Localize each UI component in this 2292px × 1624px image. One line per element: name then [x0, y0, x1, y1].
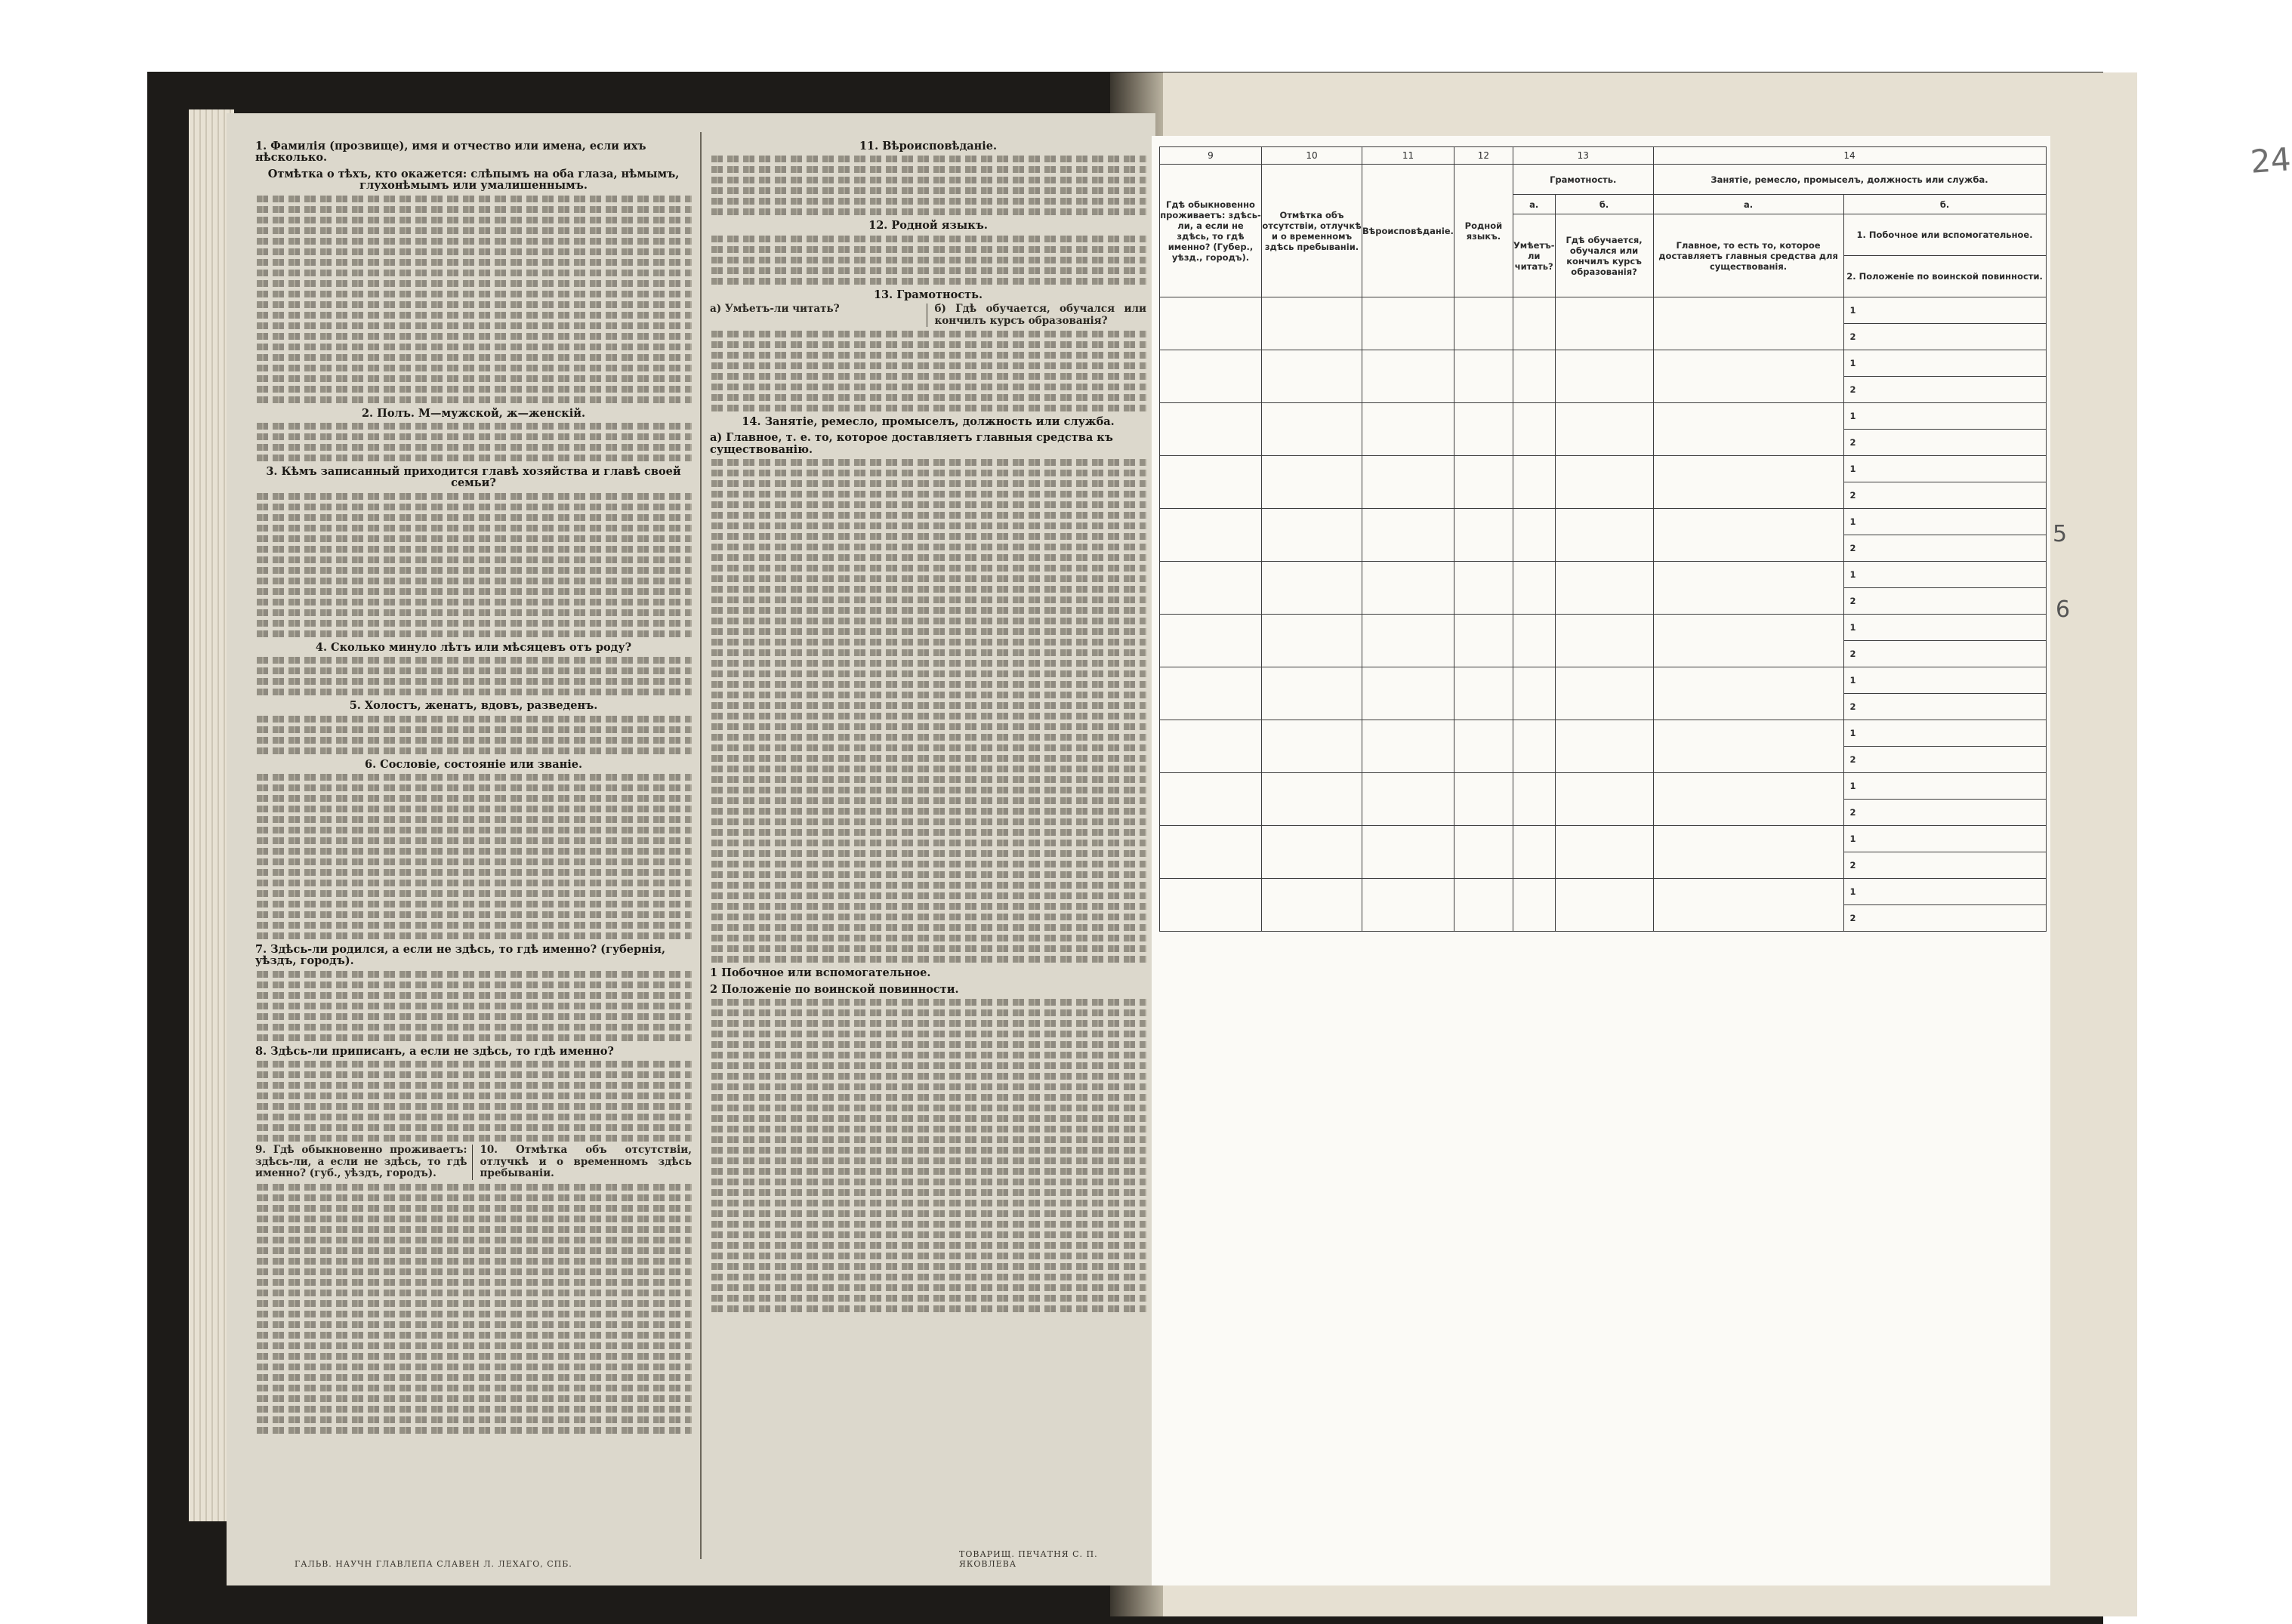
cell-language[interactable]	[1454, 879, 1513, 932]
header-literacy-a-letter: а.	[1513, 195, 1555, 214]
cell-absence[interactable]	[1262, 456, 1362, 509]
cell-absence[interactable]	[1262, 350, 1362, 403]
question-13b: б) Гдѣ обучается, обучался или кончилъ курсъ образованія?	[934, 303, 1146, 327]
instructions-page	[227, 113, 1155, 1585]
question-10: 10. Отмѣтка объ отсутствіи, отлучкѣ и о временномъ здѣсь пребываніи.	[480, 1144, 692, 1180]
instructions-column-right	[710, 136, 1146, 1555]
header-secondary-occupation: 1. Побочное или вспомогательное.	[1844, 214, 2046, 256]
row-label-1: 1	[1843, 879, 2046, 905]
cell-absence[interactable]	[1262, 297, 1362, 350]
table-row	[1160, 773, 2047, 800]
body-text-block	[255, 493, 692, 637]
cell-education[interactable]	[1555, 667, 1653, 720]
cell-main-occupation[interactable]	[1653, 615, 1843, 667]
row-label-2: 2	[1843, 324, 2046, 350]
section-heading: 13. Грамотность.	[873, 288, 983, 301]
question-pair-9-10	[255, 1145, 692, 1179]
cell-can-read[interactable]	[1513, 456, 1555, 509]
cell-main-occupation[interactable]	[1653, 562, 1843, 615]
row-label-2: 2	[1843, 482, 2046, 509]
cell-can-read[interactable]	[1513, 667, 1555, 720]
cell-absence[interactable]	[1262, 615, 1362, 667]
instructions-column-left	[255, 136, 692, 1555]
cell-absence[interactable]	[1262, 773, 1362, 826]
cell-can-read[interactable]	[1513, 720, 1555, 773]
cell-residence[interactable]	[1160, 667, 1262, 720]
header-education: Гдѣ обучается, обучался или кончилъ курсъ образованія?	[1555, 214, 1653, 297]
header-religion: Вѣроисповѣданіе.	[1362, 165, 1454, 297]
row-label-1: 1	[1843, 456, 2046, 482]
body-text-block	[255, 423, 692, 461]
cell-education[interactable]	[1555, 509, 1653, 562]
cell-can-read[interactable]	[1513, 615, 1555, 667]
cell-absence[interactable]	[1262, 879, 1362, 932]
column-number-9: 9	[1160, 147, 1262, 165]
table-row	[1160, 350, 2047, 377]
header-occupation: Занятіе, ремесло, промыселъ, должность или служба.	[1653, 165, 2046, 195]
cell-residence[interactable]	[1160, 773, 1262, 826]
cell-main-occupation[interactable]	[1653, 826, 1843, 879]
section-heading: 6. Сословіе, состояніе или званіе.	[364, 757, 583, 771]
cell-religion[interactable]	[1362, 773, 1454, 826]
row-label-1: 1	[1843, 562, 2046, 588]
section-subheading: а) Главное, т. е. то, которое доставляетъ главныя средства къ существованію.	[710, 431, 1113, 456]
header-can-read: Умѣетъ-ли читать?	[1513, 214, 1555, 297]
row-label-2: 2	[1843, 747, 2046, 773]
row-label-2: 2	[1843, 588, 2046, 615]
table-row	[1160, 509, 2047, 535]
section-heading: 8. Здѣсь-ли приписанъ, а если не здѣсь, то гдѣ именно?	[255, 1044, 614, 1058]
body-text-block	[255, 971, 692, 1041]
header-military-status: 2. Положеніе по воинской повинности.	[1846, 271, 2043, 282]
cell-language[interactable]	[1454, 297, 1513, 350]
column-number-12: 12	[1454, 147, 1513, 165]
cell-absence[interactable]	[1262, 509, 1362, 562]
pencil-mark: 5	[2053, 521, 2068, 547]
cell-main-occupation[interactable]	[1653, 509, 1843, 562]
cell-education[interactable]	[1555, 773, 1653, 826]
header-native-language: Родной языкъ.	[1454, 165, 1513, 297]
header-residence: Гдѣ обыкновенно проживаетъ: здѣсь-ли, а если не здѣсь, то гдѣ именно? (Губер., уѣзд., городъ).	[1160, 165, 1262, 297]
cell-language[interactable]	[1454, 562, 1513, 615]
cell-can-read[interactable]	[1513, 879, 1555, 932]
question-9: 9. Гдѣ обыкновенно проживаетъ: здѣсь-ли, а если не здѣсь, то гдѣ именно? (губ., уѣздъ, городъ).	[255, 1145, 473, 1179]
cell-main-occupation[interactable]	[1653, 720, 1843, 773]
row-label-1: 1	[1843, 509, 2046, 535]
section-heading: 1. Фамилія (прозвище), имя и отчество или имена, если ихъ нѣсколько.	[255, 140, 646, 165]
cell-education[interactable]	[1555, 879, 1653, 932]
section-heading: 3. Кѣмъ записанный приходится главѣ хозяйства и главѣ своей семьи?	[266, 465, 681, 490]
cell-can-read[interactable]	[1513, 562, 1555, 615]
table-row	[1160, 615, 2047, 641]
table-row	[1160, 456, 2047, 482]
cell-absence[interactable]	[1262, 403, 1362, 456]
table-row	[1160, 297, 2047, 324]
cell-can-read[interactable]	[1513, 350, 1555, 403]
cell-residence[interactable]	[1160, 403, 1262, 456]
table-row	[1160, 667, 2047, 694]
cell-education[interactable]	[1555, 456, 1653, 509]
pencil-mark: 6	[2056, 596, 2071, 623]
column-number-13: 13	[1513, 147, 1653, 165]
table-row	[1160, 826, 2047, 852]
section-heading: 4. Сколько минуло лѣтъ или мѣсяцевъ отъ роду?	[315, 640, 632, 654]
cell-religion[interactable]	[1362, 720, 1454, 773]
body-text-block	[255, 196, 692, 403]
body-text-block	[255, 1061, 692, 1142]
section-subheading: 1 Побочное или вспомогательное.	[710, 966, 931, 980]
census-form-table	[1159, 146, 2047, 932]
section-heading: 11. Вѣроисповѣданіе.	[859, 140, 998, 153]
cell-religion[interactable]	[1362, 562, 1454, 615]
cell-religion[interactable]	[1362, 615, 1454, 667]
row-label-1: 1	[1843, 773, 2046, 800]
row-label-1: 1	[1843, 615, 2046, 641]
body-text-block	[255, 774, 692, 939]
cell-residence[interactable]	[1160, 562, 1262, 615]
cell-education[interactable]	[1555, 297, 1653, 350]
cell-residence[interactable]	[1160, 509, 1262, 562]
question-pair-13	[710, 304, 1146, 327]
cell-religion[interactable]	[1362, 826, 1454, 879]
section-heading: Отмѣтка о тѣхъ, кто окажется: слѣпымъ на оба глаза, нѣмымъ, глухонѣмымъ или умалишеннымъ.	[267, 167, 680, 193]
cell-language[interactable]	[1454, 826, 1513, 879]
column-divider	[700, 132, 702, 1559]
table-row	[1160, 403, 2047, 430]
header-occupation-b-letter: б.	[1843, 195, 2046, 214]
row-label-1: 1	[1843, 826, 2046, 852]
printer-imprint-center: ТОВАРИЩ. ПЕЧАТНЯ С. П. ЯКОВЛЕВА	[959, 1549, 1098, 1569]
cell-absence[interactable]	[1262, 562, 1362, 615]
cell-absence[interactable]	[1262, 720, 1362, 773]
printer-imprint-left: ГАЛЬВ. НАУЧН ГЛАВЛЕПА СЛАВЕН Л. ЛЕХАГО, СПБ.	[295, 1559, 572, 1569]
cell-language[interactable]	[1454, 667, 1513, 720]
question-13a: а) Умѣетъ-ли читать?	[710, 304, 927, 327]
row-label-2: 2	[1843, 800, 2046, 826]
cell-religion[interactable]	[1362, 667, 1454, 720]
cell-residence[interactable]	[1160, 615, 1262, 667]
cell-language[interactable]	[1454, 615, 1513, 667]
cell-main-occupation[interactable]	[1653, 350, 1843, 403]
cell-main-occupation[interactable]	[1653, 667, 1843, 720]
table-row	[1160, 879, 2047, 905]
cell-residence[interactable]	[1160, 297, 1262, 350]
cell-main-occupation[interactable]	[1653, 879, 1843, 932]
column-number-14: 14	[1653, 147, 2046, 165]
cell-language[interactable]	[1454, 720, 1513, 773]
cell-religion[interactable]	[1362, 403, 1454, 456]
cell-main-occupation[interactable]	[1653, 456, 1843, 509]
cell-religion[interactable]	[1362, 879, 1454, 932]
body-text-block	[255, 657, 692, 695]
row-label-1: 1	[1843, 720, 2046, 747]
cell-education[interactable]	[1555, 403, 1653, 456]
cell-residence[interactable]	[1160, 456, 1262, 509]
section-subheading: 2 Положеніе по воинской повинности.	[710, 982, 959, 996]
cell-main-occupation[interactable]	[1653, 297, 1843, 350]
cell-education[interactable]	[1555, 826, 1653, 879]
header-absence-note: Отмѣтка объ отсутствіи, отлучкѣ и о временномъ здѣсь пребываніи.	[1262, 165, 1362, 297]
row-label-2: 2	[1843, 905, 2046, 932]
row-label-1: 1	[1843, 297, 2046, 324]
column-number-11: 11	[1362, 147, 1454, 165]
cell-education[interactable]	[1555, 350, 1653, 403]
header-main-occupation: Главное, то есть то, которое доставляетъ главныя средства для существованія.	[1653, 214, 1843, 297]
cell-religion[interactable]	[1362, 350, 1454, 403]
cell-language[interactable]	[1454, 509, 1513, 562]
cell-education[interactable]	[1555, 615, 1653, 667]
body-text-block	[710, 459, 1146, 963]
cell-education[interactable]	[1555, 562, 1653, 615]
row-label-2: 2	[1843, 694, 2046, 720]
body-text-block	[710, 156, 1146, 215]
section-heading: 5. Холостъ, женатъ, вдовъ, разведенъ.	[349, 699, 598, 713]
cell-can-read[interactable]	[1513, 297, 1555, 350]
row-label-2: 2	[1843, 377, 2046, 403]
section-heading: 7. Здѣсь-ли родился, а если не здѣсь, то гдѣ именно? (губернія, уѣздъ, городъ).	[255, 943, 666, 968]
row-label-2: 2	[1843, 535, 2046, 562]
body-text-block	[710, 236, 1146, 285]
section-heading: 2. Полъ. М—мужской, ж—женскій.	[361, 406, 586, 420]
cell-education[interactable]	[1555, 720, 1653, 773]
header-literacy-b-letter: б.	[1555, 195, 1653, 214]
section-heading: 14. Занятіе, ремесло, промыселъ, должность или служба.	[742, 415, 1115, 429]
row-label-1: 1	[1843, 667, 2046, 694]
row-label-2: 2	[1843, 852, 2046, 879]
handwritten-page-number: 24	[2249, 140, 2292, 180]
cell-residence[interactable]	[1160, 720, 1262, 773]
body-text-block	[710, 331, 1146, 411]
cell-can-read[interactable]	[1513, 509, 1555, 562]
cell-residence[interactable]	[1160, 350, 1262, 403]
cell-residence[interactable]	[1160, 826, 1262, 879]
cell-religion[interactable]	[1362, 297, 1454, 350]
cell-religion[interactable]	[1362, 509, 1454, 562]
section-heading: 12. Родной языкъ.	[868, 219, 988, 233]
body-text-block	[710, 999, 1146, 1312]
cell-residence[interactable]	[1160, 879, 1262, 932]
cell-language[interactable]	[1454, 403, 1513, 456]
header-literacy: Грамотность.	[1513, 165, 1653, 195]
table-row	[1160, 562, 2047, 588]
row-label-1: 1	[1843, 403, 2046, 430]
cell-absence[interactable]	[1262, 667, 1362, 720]
cell-main-occupation[interactable]	[1653, 403, 1843, 456]
cell-can-read[interactable]	[1513, 826, 1555, 879]
row-label-1: 1	[1843, 350, 2046, 377]
cell-can-read[interactable]	[1513, 403, 1555, 456]
row-label-2: 2	[1843, 641, 2046, 667]
cell-language[interactable]	[1454, 350, 1513, 403]
row-label-2: 2	[1843, 430, 2046, 456]
cell-religion[interactable]	[1362, 456, 1454, 509]
census-form-page	[1152, 136, 2292, 1585]
cell-main-occupation[interactable]	[1653, 773, 1843, 826]
cell-language[interactable]	[1454, 773, 1513, 826]
body-text-block	[255, 716, 692, 754]
cell-can-read[interactable]	[1513, 773, 1555, 826]
column-number-10: 10	[1262, 147, 1362, 165]
table-row	[1160, 720, 2047, 747]
header-occupation-a-letter: а.	[1653, 195, 1843, 214]
body-text-block	[255, 1184, 692, 1434]
cell-absence[interactable]	[1262, 826, 1362, 879]
cell-language[interactable]	[1454, 456, 1513, 509]
